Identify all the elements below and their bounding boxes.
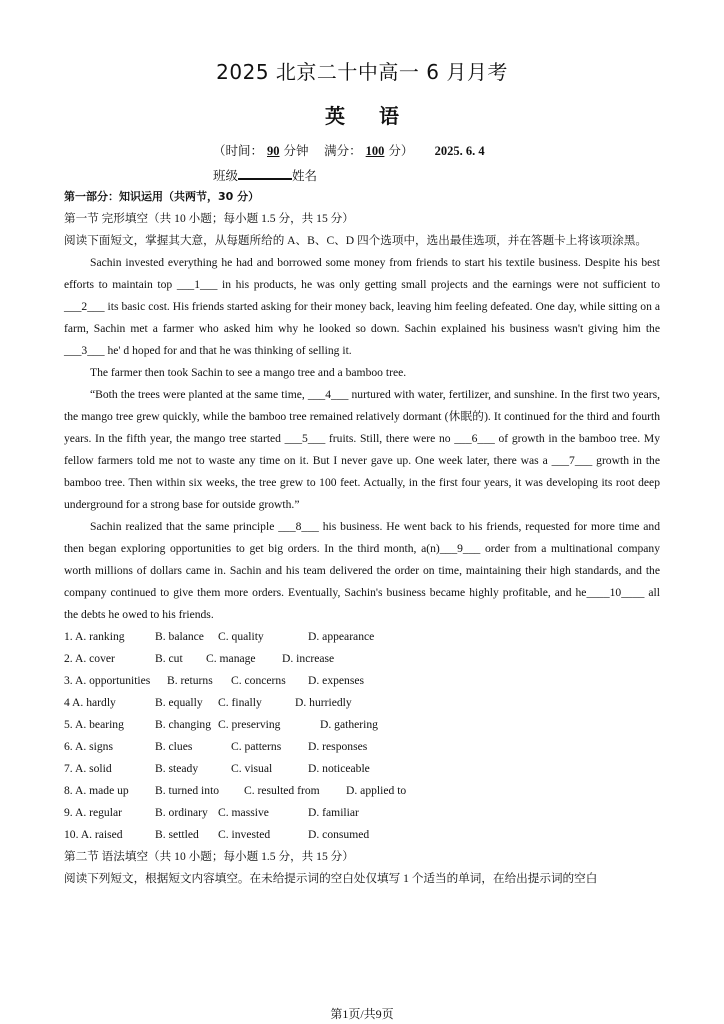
options-list <box>64 626 660 846</box>
question-options <box>64 802 660 824</box>
option-c: C. invested <box>218 828 271 841</box>
subject-char: 语 <box>379 104 399 128</box>
option-c: C. finally <box>218 696 262 709</box>
exam-meta <box>213 141 485 159</box>
question-options <box>64 758 660 780</box>
option-b: B. settled <box>155 828 199 841</box>
option-a: 4 A. hardly <box>64 696 116 709</box>
question-options <box>64 780 660 802</box>
option-a: 5. A. bearing <box>64 718 124 731</box>
option-b: B. ordinary <box>155 806 208 819</box>
passage-paragraph: Sachin realized that the same principle ___8___ his business. He went back to his friends, requested for more time and then began exploring opportunities to get big orders. In the third month, a(n)___9___ order from a multinational company worth millions of dollars came in. Sachin and his team delivered the order on time, maintaining their high standards, and the company continued to give them more orders. Eventually, Sachin's business became highly profitable, and he____10____ all the debts he owed to his friends. <box>64 520 660 621</box>
option-c: C. manage <box>206 652 256 665</box>
option-b: B. cut <box>155 652 183 665</box>
option-d: D. expenses <box>308 674 365 687</box>
option-a: 6. A. signs <box>64 740 113 753</box>
option-c: C. resulted from <box>244 784 320 797</box>
question-options <box>64 714 660 736</box>
option-d: D. gathering <box>320 718 378 731</box>
option-b: B. changing <box>155 718 212 731</box>
option-b: B. returns <box>167 674 213 687</box>
option-d: D. consumed <box>308 828 370 841</box>
option-c: C. quality <box>218 630 264 643</box>
option-c: C. concerns <box>231 674 286 687</box>
subject-title <box>0 100 724 129</box>
option-a: 10. A. raised <box>64 828 123 841</box>
section-heading: 第二节 语法填空（共 10 小题；每小题 1.5 分，共 15 分） <box>64 850 354 863</box>
option-c: C. visual <box>231 762 273 775</box>
part-heading: 第一部分：知识运用（共两节，30 分） <box>64 190 260 203</box>
option-a: 1. A. ranking <box>64 630 125 643</box>
page-number: 第1页/共9页 <box>330 1007 394 1021</box>
option-d: D. familiar <box>308 806 359 819</box>
option-b: B. clues <box>155 740 193 753</box>
class-name-line <box>213 166 317 184</box>
exam-date: 2025. 6. 4 <box>434 144 485 158</box>
time-label: （时间： <box>213 144 264 158</box>
option-d: D. hurriedly <box>295 696 352 709</box>
option-b: B. balance <box>155 630 204 643</box>
option-d: D. increase <box>282 652 335 665</box>
subject-char: 英 <box>325 104 345 128</box>
option-c: C. preserving <box>218 718 281 731</box>
option-c: C. massive <box>218 806 269 819</box>
option-b: B. steady <box>155 762 199 775</box>
passage-paragraph: “Both the trees were planted at the same time, ___4___ nurtured with water, fertilizer, and sunshine. In the first two years, the mango tree grew quickly, while the bamboo tree remained relatively dormant (休眠的). It continued for the third and fourth years. In the fifth year, the mango tree started ___5___ fruits. Still, there were no ___6___ of growth in the bamboo tree. My fellow farmers told me not to waste any time on it. But I never gave up. One week later, there was a ___7___ growth in the bamboo tree. Then within six weeks, the tree grew to 100 feet. Actually, in the first four years, it was developing its root deep underground for a strong base for outside growth.” <box>64 388 660 511</box>
option-b: B. equally <box>155 696 203 709</box>
option-a: 2. A. cover <box>64 652 115 665</box>
exam-body <box>64 186 660 890</box>
option-a: 9. A. regular <box>64 806 122 819</box>
question-options <box>64 692 660 714</box>
option-d: D. noticeable <box>308 762 370 775</box>
question-options <box>64 670 660 692</box>
exam-title: 2025 北京二十中高一 6 月月考 <box>216 60 508 84</box>
class-label: 班级 <box>213 169 239 183</box>
option-a: 7. A. solid <box>64 762 112 775</box>
option-c: C. patterns <box>231 740 282 753</box>
class-blank <box>238 166 292 180</box>
time-value: 90 <box>267 144 280 158</box>
question-options <box>64 626 660 648</box>
option-d: D. appearance <box>308 630 375 643</box>
question-options <box>64 824 660 846</box>
option-a: 8. A. made up <box>64 784 129 797</box>
score-unit: 分） <box>388 144 414 158</box>
question-options <box>64 648 660 670</box>
section-heading: 第一节 完形填空（共 10 小题；每小题 1.5 分，共 15 分） <box>64 212 354 225</box>
option-a: 3. A. opportunities <box>64 674 151 687</box>
score-label: 满分： <box>324 144 362 158</box>
passage-paragraph: The farmer then took Sachin to see a mango tree and a bamboo tree. <box>90 366 407 379</box>
instructions: 阅读下面短文，掌握其大意，从每题所给的 A、B、C、D 四个选项中，选出最佳选项，并在答题卡上将该项涂黑。 <box>64 234 647 247</box>
option-d: D. responses <box>308 740 368 753</box>
option-b: B. turned into <box>155 784 220 797</box>
instructions: 阅读下列短文，根据短文内容填空。在未给提示词的空白处仅填写 1 个适当的单词，在给出提示词的空白 <box>64 872 598 885</box>
passage-paragraph: Sachin invested everything he had and borrowed some money from friends to start his textile business. Despite his best efforts to maintain top ___1___ in his products, he was only getting small projects and the earnings were not sufficient to ___2___ its basic cost. His friends started asking for their money back, leaving him feeling defeated. One day, while sitting on a farm, Sachin met a farmer who asked him why he looked so down. Sachin explained his business wasn't giving him the ___3___ he' d hoped for and that he was thinking of selling it. <box>64 256 660 357</box>
score-value: 100 <box>365 144 385 158</box>
name-label: 姓名 <box>292 169 318 183</box>
time-unit: 分钟 <box>283 144 309 158</box>
question-options <box>64 736 660 758</box>
option-d: D. applied to <box>346 784 407 797</box>
